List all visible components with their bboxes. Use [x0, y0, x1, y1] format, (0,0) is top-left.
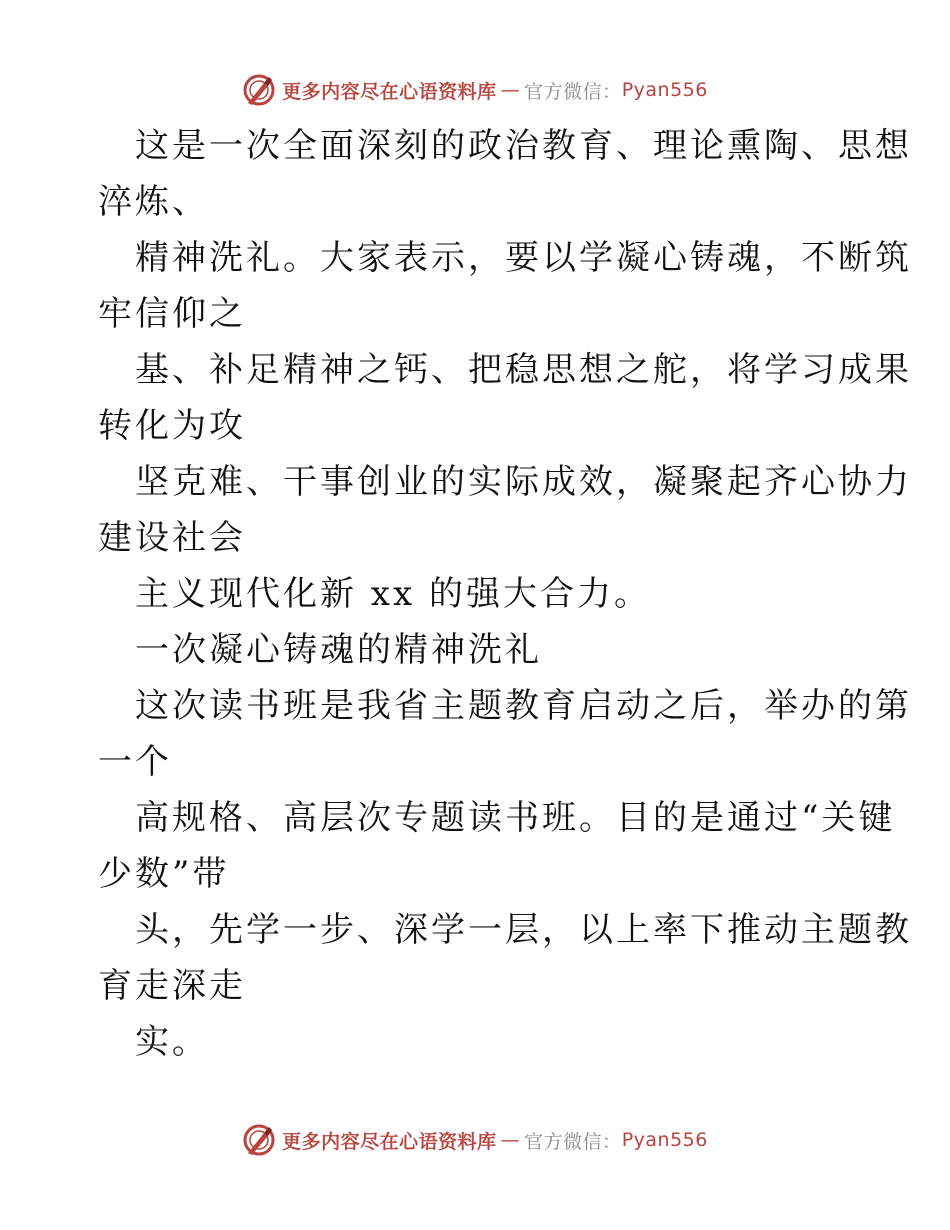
text-line: 转化为攻: [98, 406, 246, 446]
footer-brand-text: 更多内容尽在心语资料库: [282, 1130, 497, 1153]
header-brand-text: 更多内容尽在心语资料库: [282, 80, 497, 103]
footer-wechat-id: Pyan556: [621, 1129, 708, 1151]
pen-logo-icon: [242, 73, 276, 107]
text-line: 这是一次全面深刻的政治教育、理论熏陶、思想: [135, 126, 912, 166]
footer-wechat-label: 官方微信：: [524, 1130, 622, 1153]
header-wechat-label: 官方微信：: [524, 80, 622, 103]
pen-logo-icon: [242, 1123, 276, 1157]
text-line: 少数”带: [98, 854, 230, 894]
text-line: 主义现代化新 xx 的强大合力。: [135, 574, 651, 614]
text-line: 头，先学一步、深学一层，以上率下推动主题教: [135, 910, 912, 950]
text-line: 精神洗礼。大家表示，要以学凝心铸魂，不断筑: [135, 238, 912, 278]
text-line: 实。: [135, 1022, 209, 1062]
text-line: 建设社会: [98, 518, 246, 558]
text-line: 牢信仰之: [98, 294, 246, 334]
text-line: 坚克难、干事创业的实际成效，凝聚起齐心协力: [135, 462, 912, 502]
text-line: 育走深走: [98, 966, 246, 1006]
text-line: 淬炼、: [98, 182, 209, 222]
section-heading: 一次凝心铸魂的精神洗礼: [135, 630, 542, 670]
header-wechat-id: Pyan556: [621, 79, 708, 101]
header-watermark-banner: [0, 70, 950, 110]
text-line: 高规格、高层次专题读书班。目的是通过“关键: [135, 798, 896, 838]
document-body: [98, 118, 912, 1070]
text-line: 基、补足精神之钙、把稳思想之舵，将学习成果: [135, 350, 912, 390]
header-dash: —: [500, 79, 521, 101]
text-line: 这次读书班是我省主题教育启动之后，举办的第: [135, 686, 912, 726]
text-line: 一个: [98, 742, 172, 782]
footer-dash: —: [500, 1129, 521, 1151]
footer-watermark-banner: [0, 1120, 950, 1160]
